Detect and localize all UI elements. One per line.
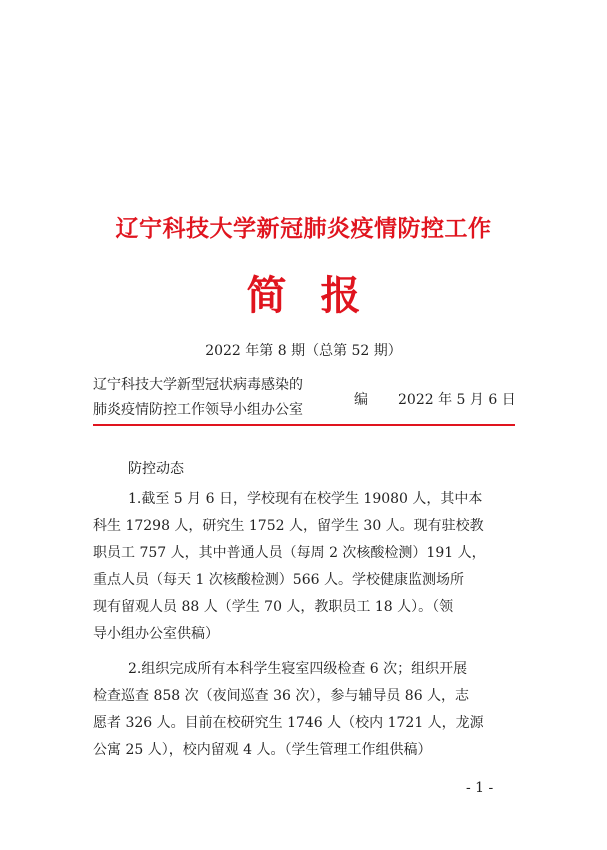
section-heading: 防控动态 (128, 461, 184, 477)
paragraph-2 (93, 656, 523, 764)
issuer-line: 肺炎疫情防控工作领导小组办公室 (93, 402, 303, 418)
paragraph-line: 愿者 326 人。目前在校研究生 1746 人（校内 1721 人，龙源 (93, 715, 484, 731)
header-divider (93, 424, 515, 426)
paragraph-line: 现有留观人员 88 人（学生 70 人，教职员工 18 人）。（领 (93, 599, 454, 615)
paragraph-line: 公寓 25 人），校内留观 4 人。（学生管理工作组供稿） (93, 742, 432, 758)
issue-date: 2022 年 5 月 6 日 (398, 392, 516, 408)
issue-number: 2022 年第 8 期（总第 52 期） (205, 343, 402, 359)
issuer-line: 辽宁科技大学新型冠状病毒感染的 (93, 377, 303, 393)
paragraph-line: 职员工 757 人，其中普通人员（每周 2 次核酸检测）191 人， (93, 545, 486, 561)
page-number: - 1 - (466, 780, 494, 796)
paragraph-line: 科生 17298 人，研究生 1752 人，留学生 30 人。现有驻校教 (93, 518, 484, 534)
paragraph-line: 导小组办公室供稿） (93, 626, 219, 642)
paragraph-line: 检查巡查 858 次（夜间巡查 36 次），参与辅导员 86 人，志 (93, 688, 470, 704)
paragraph-line: 2.组织完成所有本科学生寝室四级检查 6 次；组织开展 (128, 661, 468, 677)
issuer-block (93, 373, 303, 423)
paragraph-1 (93, 486, 523, 648)
document-subtitle: 简报 (246, 273, 395, 319)
paragraph-line: 1.截至 5 月 6 日，学校现有在校学生 19080 人，其中本 (128, 491, 483, 507)
paragraph-line: 重点人员（每天 1 次核酸检测）566 人。学校健康监测场所 (93, 572, 464, 588)
edit-label: 编 (354, 392, 368, 408)
document-title: 辽宁科技大学新冠肺炎疫情防控工作 (115, 216, 492, 242)
